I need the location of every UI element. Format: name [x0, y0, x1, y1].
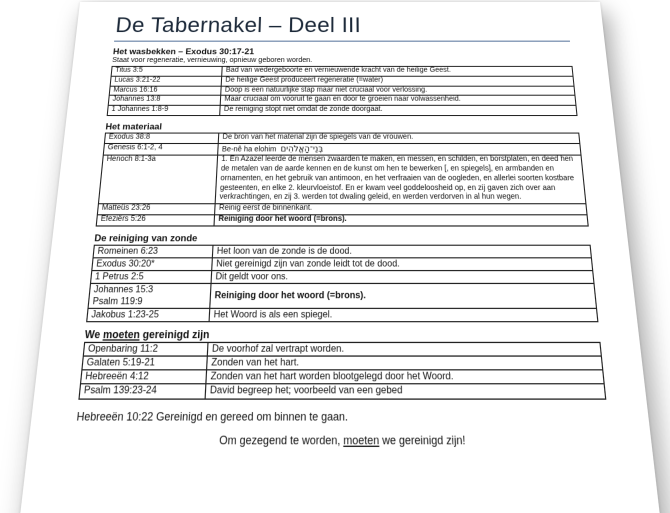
description-text: Be-nê ha elohim — [221, 145, 277, 153]
document-page — [17, 2, 663, 513]
description-text: Maar cruciaal om vooruit te gaan en door te groeien naar volwassenheid. — [224, 95, 461, 104]
description-cell — [213, 245, 592, 258]
table-row — [82, 356, 603, 370]
table-row — [103, 143, 581, 155]
ref-cell — [88, 283, 211, 308]
table-row — [92, 257, 593, 270]
description-cell — [215, 155, 585, 203]
bible-reference: Hebreeën 4:12 — [84, 370, 150, 382]
section-subtitle: Staat voor regeneratie, vernieuwing, opnieuw geboren worden. — [111, 57, 313, 64]
description-text: Reiniging door het woord (=brons). — [218, 215, 347, 223]
bible-reference: Lucas 3:21-22 — [114, 76, 161, 84]
hebrew-text: בְּנֵי־הָאֱלֹהִים — [280, 143, 324, 153]
table-row — [87, 308, 598, 321]
bible-reference: Henoch 8:1-3a — [106, 155, 157, 164]
description-text: De reiniging stopt niet omdat de zonde doorgaat. — [223, 105, 383, 113]
ref-cell — [98, 155, 217, 203]
description-text: Dit geldt voor ons. — [215, 270, 289, 282]
table-reiniging — [86, 244, 598, 322]
bible-reference: Genesis 6:1-2, 4 — [107, 143, 163, 151]
ref-cell — [110, 76, 222, 86]
bible-reference: Titus 3:5 — [114, 66, 144, 74]
closing-post: we gereinigd zijn! — [379, 433, 466, 447]
bible-reference: Openbaring 11:2 — [87, 342, 159, 354]
table-row — [104, 133, 579, 143]
description-cell — [212, 257, 593, 270]
ref-cell — [83, 342, 208, 356]
table-row — [110, 76, 574, 86]
description-cell — [205, 384, 605, 398]
table-moeten — [78, 341, 606, 399]
bible-reference: Marcus 16:16 — [113, 86, 158, 94]
table-row — [88, 283, 596, 308]
description-text: De bron van het material zijn de spiegels van de vrouwen. — [222, 133, 414, 141]
ref-cell — [107, 105, 220, 115]
table-row — [96, 215, 588, 226]
description-text: De voorhof zal vertrapt worden. — [211, 342, 345, 354]
ref-cell — [97, 204, 215, 215]
bible-reference: Jakobus 1:23-25 — [90, 308, 160, 320]
ref-cell — [111, 66, 222, 76]
heading-pre: We — [84, 327, 104, 340]
bible-reference: 1 Petrus 2:5 — [94, 270, 145, 282]
description-text: Het Woord is als een spiegel. — [213, 308, 333, 320]
description-cell — [222, 66, 573, 76]
ref-cell — [79, 384, 206, 398]
description-text: Doop is een natuurlijke stap maar niet cruciaal voor verlossing. — [224, 86, 428, 94]
description-cell — [215, 204, 587, 215]
bible-reference: Matteüs 23:26 — [101, 204, 151, 213]
closing-line-2 — [74, 433, 611, 446]
bible-reference: Johannes 15:3 — [93, 283, 154, 295]
document-title: De Tabernakel – Deel III — [114, 13, 570, 41]
table-row — [83, 342, 601, 356]
table-row — [108, 95, 576, 105]
description-cell — [219, 133, 580, 143]
ref-cell — [81, 370, 207, 384]
description-cell — [207, 356, 603, 370]
description-text: Zonden van het hart worden blootgelegd door het Woord. — [210, 370, 454, 382]
description-text: De heilige Geest produceert regeneratie (=water) — [225, 76, 384, 84]
description-cell — [208, 342, 602, 356]
table-row — [91, 270, 594, 283]
ref-cell — [87, 308, 210, 321]
ref-cell — [91, 270, 212, 283]
bible-reference: Psalm 139:23-24 — [83, 384, 158, 397]
description-cell — [221, 86, 575, 96]
heading-post: gereinigd zijn — [139, 327, 210, 340]
description-cell — [210, 283, 596, 308]
ref-cell — [103, 143, 218, 155]
ref-cell — [93, 245, 213, 258]
bible-reference: Galaten 5:19-21 — [86, 356, 156, 368]
closing-underlined: moeten — [343, 433, 380, 447]
description-cell — [211, 270, 594, 283]
table-row — [107, 105, 577, 115]
table-row — [98, 155, 585, 203]
description-cell — [221, 76, 573, 86]
section-heading-wasbekken: Het wasbekken – Exodus 30:17-21 — [112, 46, 255, 57]
bible-reference: Efeziërs 5:26 — [100, 215, 146, 223]
table-row — [97, 204, 587, 215]
closing-pre: Om gezegend te worden, — [219, 433, 344, 447]
description-text: Bad van wedergeboorte en vernieuwende kracht van de heilige Geest. — [225, 66, 452, 74]
section-heading-moeten — [84, 328, 600, 340]
bible-reference: Johannes 13:8 — [112, 95, 161, 104]
bible-reference: 1 Johannes 1:8-9 — [111, 105, 169, 113]
ref-cell — [96, 215, 215, 226]
table-row — [81, 370, 605, 384]
table-row — [79, 384, 606, 398]
bible-reference-2: Psalm 119:9 — [92, 295, 143, 306]
description-cell — [206, 370, 604, 384]
description-cell — [218, 143, 581, 155]
bible-reference: Romeinen 6:23 — [97, 245, 159, 256]
description-cell — [220, 105, 577, 115]
description-cell — [209, 308, 597, 321]
ref-cell — [109, 86, 221, 96]
table-row — [111, 66, 573, 76]
description-text: Niet gereinigd zijn van zonde leidt tot de dood. — [216, 257, 400, 269]
description-text: Reiniging door het woord (=brons). — [214, 289, 366, 301]
table-row — [93, 245, 591, 258]
closing-line-1: Hebreeën 10:22 Gereinigd en gereed om binnen te gaan. — [76, 409, 348, 423]
table-wasbekken — [107, 66, 578, 116]
section-heading-materiaal: Het materiaal — [105, 120, 163, 132]
description-text: Het loon van de zonde is de dood. — [216, 245, 352, 256]
description-text: David begreep het; voorbeeld van een gebed — [209, 384, 403, 397]
description-text: Zonden van het hart. — [211, 356, 300, 368]
table-row — [109, 86, 575, 96]
ref-cell — [82, 356, 208, 370]
heading-underlined: moeten — [102, 327, 141, 340]
ref-cell — [108, 95, 221, 105]
ref-cell — [92, 257, 213, 270]
description-cell — [220, 95, 575, 105]
section-heading-reiniging: De reiniging van zonde — [93, 231, 198, 243]
bible-reference: Exodus 38:8 — [108, 133, 151, 141]
description-text: Reinig eerst de binnenkant. — [218, 204, 313, 213]
table-materiaal — [96, 132, 589, 226]
ref-cell — [104, 133, 219, 143]
bible-reference: Exodus 30:20* — [95, 257, 155, 269]
description-cell — [214, 215, 588, 226]
description-text: 1. En Azazel leerde de mensen zwaarden te maken, en messen, en schilden, en borstplaten, en deed hen de metalen van de aarde kennen en de kunst om hen te bewerken [, en spiegels], en armbanden en ornamenten, en het gebruik van antimoon, en het verfraaien van de oogleden, en allerlei soorten kostbare gesteenten, en elke 2. kleurvloeistof. En er kwam veel goddeloosheid op, en zij gaven zich over aan verkrachtingen, en zij 3. werden tot dwaling geleid, en werden verdorven in al hun wegen. — [219, 155, 575, 202]
